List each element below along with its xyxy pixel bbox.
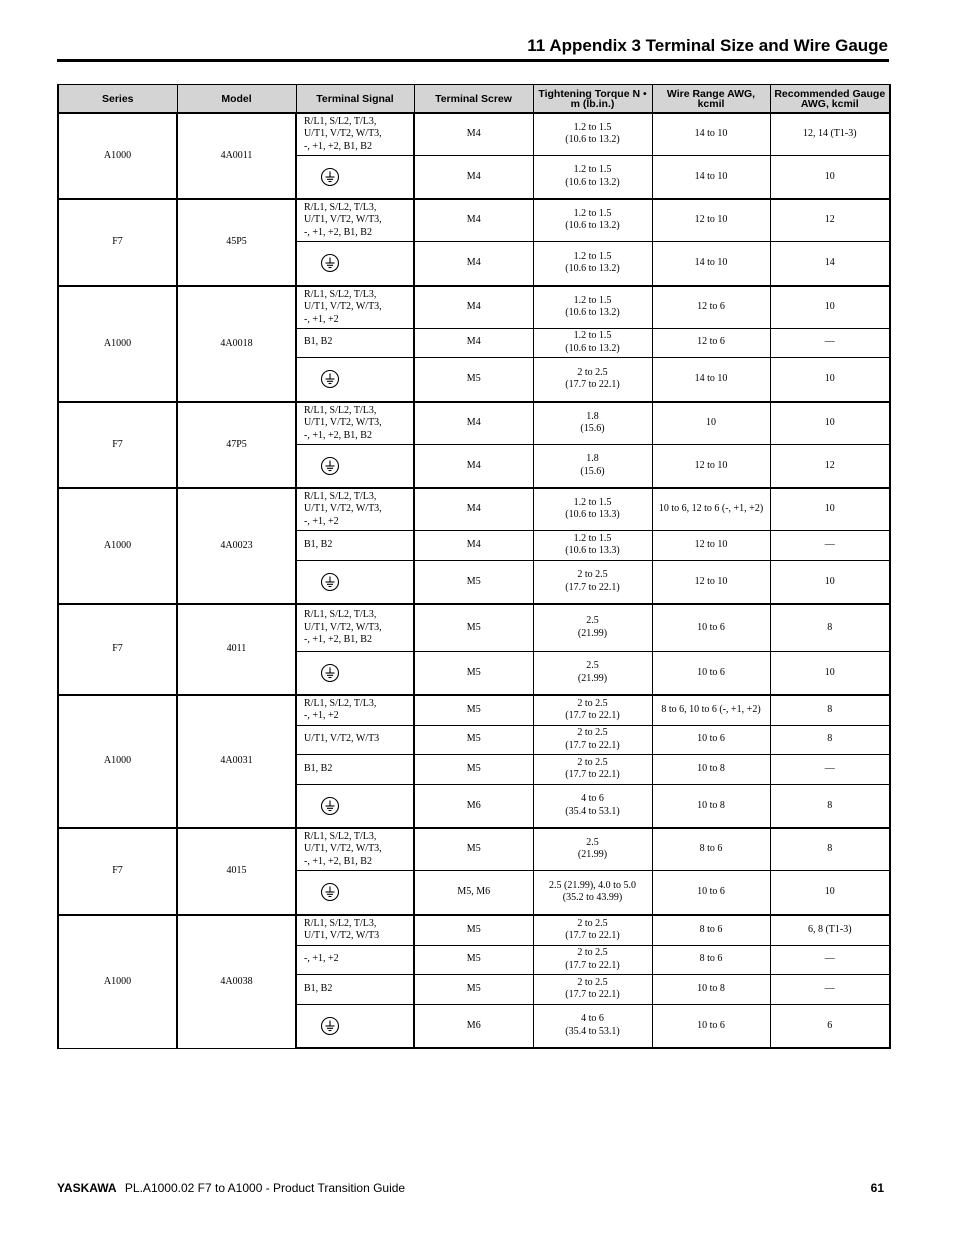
model-cell: 4015 bbox=[177, 828, 296, 915]
column-header-series: Series bbox=[58, 85, 177, 114]
page-title: 11 Appendix 3 Terminal Size and Wire Gauge bbox=[527, 36, 888, 55]
column-header-wire-range: Wire Range AWG, kcmil bbox=[652, 85, 770, 114]
torque-line: 2 to 2.5 bbox=[577, 976, 608, 988]
torque-line: (10.6 to 13.2) bbox=[565, 176, 620, 188]
torque-line: 2 to 2.5 bbox=[577, 917, 608, 929]
wire-range-cell: 10 to 8 bbox=[652, 974, 770, 1004]
tightening-torque-cell bbox=[533, 199, 652, 241]
column-header-terminal-signal: Terminal Signal bbox=[296, 85, 414, 114]
terminal-signal-line: R/L1, S/L2, T/L3, bbox=[304, 201, 377, 213]
terminal-signal-line: U/T1, V/T2, W/T3 bbox=[304, 733, 380, 745]
terminal-screw-cell: M4 bbox=[414, 488, 533, 530]
recommended-gauge-cell: 10 bbox=[770, 488, 890, 530]
model-cell: 4A0023 bbox=[177, 488, 296, 604]
recommended-gauge-cell: 10 bbox=[770, 651, 890, 695]
terminal-signal-cell bbox=[296, 357, 414, 402]
table-row bbox=[58, 604, 890, 651]
wire-range-cell: 10 to 6 bbox=[652, 604, 770, 651]
terminal-signal-line: B1, B2 bbox=[304, 538, 333, 550]
recommended-gauge-cell: — bbox=[770, 974, 890, 1004]
ground-icon bbox=[320, 796, 340, 816]
ground-icon bbox=[320, 663, 340, 683]
terminal-signal-cell bbox=[296, 402, 414, 444]
torque-line: (17.7 to 22.1) bbox=[565, 710, 620, 722]
tightening-torque-cell bbox=[533, 1004, 652, 1048]
tightening-torque-cell bbox=[533, 560, 652, 604]
tightening-torque-cell bbox=[533, 651, 652, 695]
terminal-signal-cell bbox=[296, 754, 414, 784]
terminal-screw-cell: M4 bbox=[414, 530, 533, 560]
series-cell: A1000 bbox=[58, 695, 177, 828]
terminal-screw-cell: M4 bbox=[414, 199, 533, 241]
table-body bbox=[58, 113, 890, 1048]
terminal-signal-line: -, +1, +2 bbox=[304, 710, 339, 722]
series-cell: A1000 bbox=[58, 915, 177, 1048]
table-row bbox=[58, 488, 890, 530]
recommended-gauge-cell: 8 bbox=[770, 604, 890, 651]
recommended-gauge-cell: 10 bbox=[770, 870, 890, 915]
wire-range-cell: 10 to 8 bbox=[652, 784, 770, 828]
terminal-screw-cell: M4 bbox=[414, 113, 533, 155]
recommended-gauge-cell: 6, 8 (T1-3) bbox=[770, 915, 890, 945]
ground-icon bbox=[320, 456, 340, 476]
recommended-gauge-cell: 8 bbox=[770, 828, 890, 870]
tightening-torque-cell bbox=[533, 402, 652, 444]
terminal-signal-line: -, +1, +2 bbox=[304, 953, 339, 965]
terminal-signal-line: U/T1, V/T2, W/T3 bbox=[304, 930, 380, 942]
terminal-signal-line: U/T1, V/T2, W/T3, bbox=[304, 301, 382, 312]
wire-range-cell: 10 to 6 bbox=[652, 651, 770, 695]
model-cell: 4A0011 bbox=[177, 113, 296, 199]
torque-line: 2 to 2.5 bbox=[577, 756, 608, 768]
series-cell: A1000 bbox=[58, 488, 177, 604]
ground-icon bbox=[320, 253, 340, 273]
terminal-screw-cell: M5 bbox=[414, 754, 533, 784]
tightening-torque-cell bbox=[533, 357, 652, 402]
wire-range-cell: 14 to 10 bbox=[652, 113, 770, 155]
tightening-torque-cell bbox=[533, 870, 652, 915]
torque-line: 1.2 to 1.5 bbox=[573, 294, 612, 306]
recommended-gauge-cell: 12 bbox=[770, 444, 890, 488]
model-cell: 47P5 bbox=[177, 402, 296, 488]
wire-range-cell: 12 to 6 bbox=[652, 286, 770, 328]
column-header-tightening-torque: Tightening Torque N • m (lb.in.) bbox=[533, 85, 652, 114]
model-cell: 4A0031 bbox=[177, 695, 296, 828]
table-row bbox=[58, 199, 890, 241]
terminal-signal-cell bbox=[296, 530, 414, 560]
tightening-torque-cell bbox=[533, 241, 652, 286]
wire-range-cell: 10 to 6 bbox=[652, 870, 770, 915]
recommended-gauge-cell: — bbox=[770, 530, 890, 560]
terminal-signal-cell bbox=[296, 113, 414, 155]
terminal-screw-cell: M5 bbox=[414, 357, 533, 402]
torque-line: 1.2 to 1.5 bbox=[573, 330, 612, 341]
torque-line: 2 to 2.5 bbox=[577, 727, 608, 738]
recommended-gauge-cell: 12, 14 (T1-3) bbox=[770, 113, 890, 155]
terminal-signal-cell bbox=[296, 974, 414, 1004]
wire-range-cell: 8 to 6 bbox=[652, 828, 770, 870]
series-cell: F7 bbox=[58, 828, 177, 915]
terminal-signal-line: B1, B2 bbox=[304, 762, 333, 774]
wire-range-cell: 14 to 10 bbox=[652, 241, 770, 286]
torque-line: 1.2 to 1.5 bbox=[573, 532, 612, 544]
table-header-row bbox=[58, 85, 890, 114]
terminal-signal-line: -, +1, +2, B1, B2 bbox=[304, 429, 372, 441]
terminal-screw-cell: M6 bbox=[414, 784, 533, 828]
torque-line: 1.2 to 1.5 bbox=[573, 496, 612, 508]
wire-range-cell: 14 to 10 bbox=[652, 357, 770, 402]
terminal-screw-cell: M5 bbox=[414, 915, 533, 945]
tightening-torque-cell bbox=[533, 444, 652, 488]
wire-range-cell: 12 to 10 bbox=[652, 444, 770, 488]
footer-page-number: 61 bbox=[870, 1181, 884, 1195]
terminal-signal-line: R/L1, S/L2, T/L3, bbox=[304, 490, 377, 502]
torque-line: (21.99) bbox=[577, 627, 608, 639]
torque-line: (17.7 to 22.1) bbox=[565, 989, 620, 1000]
terminal-signal-cell bbox=[296, 945, 414, 974]
tightening-torque-cell bbox=[533, 828, 652, 870]
recommended-gauge-cell: 10 bbox=[770, 402, 890, 444]
column-header-model: Model bbox=[177, 85, 296, 114]
recommended-gauge-cell: 10 bbox=[770, 286, 890, 328]
model-cell: 4A0038 bbox=[177, 915, 296, 1048]
tightening-torque-cell bbox=[533, 725, 652, 754]
terminal-screw-cell: M4 bbox=[414, 402, 533, 444]
terminal-signal-line: R/L1, S/L2, T/L3, bbox=[304, 288, 377, 300]
torque-line: 2 to 2.5 bbox=[577, 366, 608, 378]
terminal-signal-cell bbox=[296, 651, 414, 695]
terminal-signal-cell bbox=[296, 444, 414, 488]
wire-range-cell: 12 to 10 bbox=[652, 199, 770, 241]
tightening-torque-cell bbox=[533, 155, 652, 199]
terminal-signal-line: -, +1, +2, B1, B2 bbox=[304, 634, 372, 645]
terminal-signal-line: R/L1, S/L2, T/L3, bbox=[304, 830, 377, 842]
terminal-signal-cell bbox=[296, 725, 414, 754]
recommended-gauge-cell: 6 bbox=[770, 1004, 890, 1048]
series-cell: A1000 bbox=[58, 113, 177, 199]
terminal-screw-cell: M5 bbox=[414, 828, 533, 870]
torque-line: (10.6 to 13.2) bbox=[565, 307, 620, 319]
tightening-torque-cell bbox=[533, 754, 652, 784]
ground-icon bbox=[320, 369, 340, 389]
terminal-signal-line: R/L1, S/L2, T/L3, bbox=[304, 115, 377, 127]
terminal-screw-cell: M4 bbox=[414, 328, 533, 357]
torque-line: 1.2 to 1.5 bbox=[573, 207, 612, 219]
terminal-signal-cell bbox=[296, 488, 414, 530]
tightening-torque-cell bbox=[533, 286, 652, 328]
title-divider bbox=[57, 59, 889, 62]
terminal-signal-line: R/L1, S/L2, T/L3, bbox=[304, 917, 377, 929]
recommended-gauge-cell: — bbox=[770, 945, 890, 974]
terminal-signal-cell bbox=[296, 915, 414, 945]
terminal-signal-line: -, +1, +2, B1, B2 bbox=[304, 855, 372, 867]
tightening-torque-cell bbox=[533, 784, 652, 828]
terminal-signal-line: -, +1, +2, B1, B2 bbox=[304, 140, 372, 152]
series-cell: F7 bbox=[58, 199, 177, 286]
table-row bbox=[58, 828, 890, 870]
terminal-screw-cell: M5 bbox=[414, 974, 533, 1004]
terminal-signal-cell bbox=[296, 1004, 414, 1048]
wire-range-cell: 12 to 10 bbox=[652, 530, 770, 560]
recommended-gauge-cell: 10 bbox=[770, 155, 890, 199]
recommended-gauge-cell: 8 bbox=[770, 725, 890, 754]
footer-doc-title: PL.A1000.02 F7 to A1000 - Product Transition Guide bbox=[124, 1181, 406, 1195]
recommended-gauge-cell: 8 bbox=[770, 784, 890, 828]
model-cell: 45P5 bbox=[177, 199, 296, 286]
torque-line: 1.2 to 1.5 bbox=[573, 121, 612, 133]
wire-range-cell: 10 to 8 bbox=[652, 754, 770, 784]
wire-range-cell: 10 to 6, 12 to 6 (-, +1, +2) bbox=[652, 488, 770, 530]
torque-line: 2 to 2.5 bbox=[577, 569, 608, 581]
wire-range-cell: 14 to 10 bbox=[652, 155, 770, 199]
terminal-signal-line: U/T1, V/T2, W/T3, bbox=[304, 503, 382, 514]
wire-range-cell: 12 to 10 bbox=[652, 560, 770, 604]
terminal-signal-cell bbox=[296, 604, 414, 651]
torque-line: (10.6 to 13.2) bbox=[565, 134, 620, 146]
footer-doc-info bbox=[57, 1181, 405, 1195]
tightening-torque-cell bbox=[533, 530, 652, 560]
tightening-torque-cell bbox=[533, 328, 652, 357]
torque-line: 4 to 6 bbox=[581, 1013, 604, 1025]
terminal-signal-line: -, +1, +2 bbox=[304, 313, 339, 325]
terminal-signal-cell bbox=[296, 695, 414, 725]
terminal-signal-line: U/T1, V/T2, W/T3, bbox=[304, 621, 382, 633]
terminal-signal-line: R/L1, S/L2, T/L3, bbox=[304, 609, 377, 620]
torque-line: 1.2 to 1.5 bbox=[573, 250, 612, 262]
torque-line: (21.99) bbox=[577, 849, 608, 861]
terminal-screw-cell: M5, M6 bbox=[414, 870, 533, 915]
recommended-gauge-cell: 10 bbox=[770, 357, 890, 402]
terminal-screw-cell: M5 bbox=[414, 560, 533, 604]
terminal-signal-line: U/T1, V/T2, W/T3, bbox=[304, 843, 382, 854]
terminal-signal-cell bbox=[296, 784, 414, 828]
model-cell: 4011 bbox=[177, 604, 296, 695]
torque-line: (10.6 to 13.3) bbox=[565, 545, 620, 556]
terminal-screw-cell: M4 bbox=[414, 241, 533, 286]
terminal-screw-cell: M6 bbox=[414, 1004, 533, 1048]
terminal-signal-line: U/T1, V/T2, W/T3, bbox=[304, 417, 382, 428]
terminal-screw-cell: M5 bbox=[414, 604, 533, 651]
terminal-signal-line: B1, B2 bbox=[304, 336, 333, 348]
ground-icon bbox=[320, 167, 340, 187]
terminal-signal-cell bbox=[296, 199, 414, 241]
terminal-signal-line: R/L1, S/L2, T/L3, bbox=[304, 697, 377, 709]
torque-line: (10.6 to 13.3) bbox=[565, 509, 620, 521]
table-row bbox=[58, 402, 890, 444]
model-cell: 4A0018 bbox=[177, 286, 296, 402]
torque-line: 1.2 to 1.5 bbox=[573, 164, 612, 176]
table-row bbox=[58, 286, 890, 328]
recommended-gauge-cell: 10 bbox=[770, 560, 890, 604]
wire-range-cell: 8 to 6 bbox=[652, 945, 770, 974]
wire-range-cell: 10 to 6 bbox=[652, 1004, 770, 1048]
torque-line: (17.7 to 22.1) bbox=[565, 581, 620, 593]
table-row bbox=[58, 915, 890, 945]
torque-line: (17.7 to 22.1) bbox=[565, 930, 620, 942]
terminal-signal-line: U/T1, V/T2, W/T3, bbox=[304, 214, 382, 225]
torque-line: 2.5 bbox=[586, 660, 599, 672]
column-header-recommended-gauge: Recommended Gauge AWG, kcmil bbox=[770, 85, 890, 114]
terminal-screw-cell: M5 bbox=[414, 725, 533, 754]
footer-brand: YASKAWA bbox=[57, 1181, 117, 1195]
series-cell: A1000 bbox=[58, 286, 177, 402]
torque-line: (15.6) bbox=[580, 465, 605, 477]
torque-line: (17.7 to 22.1) bbox=[565, 379, 620, 391]
terminal-signal-cell bbox=[296, 241, 414, 286]
table-row bbox=[58, 113, 890, 155]
terminal-signal-cell bbox=[296, 328, 414, 357]
torque-line: (17.7 to 22.1) bbox=[565, 739, 620, 751]
torque-line: (10.6 to 13.2) bbox=[565, 342, 620, 354]
column-header-terminal-screw: Terminal Screw bbox=[414, 85, 533, 114]
series-cell: F7 bbox=[58, 402, 177, 488]
torque-line: 2.5 bbox=[586, 836, 599, 848]
tightening-torque-cell bbox=[533, 113, 652, 155]
recommended-gauge-cell: 14 bbox=[770, 241, 890, 286]
torque-line: (35.4 to 53.1) bbox=[565, 805, 620, 817]
torque-line: 1.8 bbox=[586, 453, 599, 465]
wire-range-cell: 10 to 6 bbox=[652, 725, 770, 754]
recommended-gauge-cell: — bbox=[770, 754, 890, 784]
ground-icon bbox=[320, 882, 340, 902]
terminal-signal-cell bbox=[296, 155, 414, 199]
terminal-screw-cell: M4 bbox=[414, 286, 533, 328]
terminal-signal-line: B1, B2 bbox=[304, 982, 333, 994]
torque-line: (10.6 to 13.2) bbox=[565, 263, 620, 275]
terminal-screw-cell: M5 bbox=[414, 695, 533, 725]
ground-icon bbox=[320, 1016, 340, 1036]
wire-range-cell: 10 bbox=[652, 402, 770, 444]
terminal-signal-line: U/T1, V/T2, W/T3, bbox=[304, 128, 382, 139]
recommended-gauge-cell: — bbox=[770, 328, 890, 357]
wire-range-cell: 8 to 6, 10 to 6 (-, +1, +2) bbox=[652, 695, 770, 725]
terminal-signal-line: -, +1, +2 bbox=[304, 515, 339, 527]
ground-icon bbox=[320, 572, 340, 592]
tightening-torque-cell bbox=[533, 945, 652, 974]
terminal-signal-cell bbox=[296, 560, 414, 604]
torque-line: 2 to 2.5 bbox=[577, 947, 608, 958]
tightening-torque-cell bbox=[533, 974, 652, 1004]
table-row bbox=[58, 695, 890, 725]
terminal-wire-gauge-table bbox=[57, 84, 891, 1049]
tightening-torque-cell bbox=[533, 604, 652, 651]
terminal-screw-cell: M4 bbox=[414, 444, 533, 488]
torque-line: 1.8 bbox=[586, 410, 599, 422]
terminal-signal-line: R/L1, S/L2, T/L3, bbox=[304, 404, 377, 416]
tightening-torque-cell bbox=[533, 488, 652, 530]
torque-line: 2 to 2.5 bbox=[577, 697, 608, 709]
terminal-signal-cell bbox=[296, 286, 414, 328]
tightening-torque-cell bbox=[533, 915, 652, 945]
torque-line: 4 to 6 bbox=[581, 793, 604, 805]
torque-line: (10.6 to 13.2) bbox=[565, 220, 620, 232]
torque-line: (17.7 to 22.1) bbox=[565, 769, 620, 780]
series-cell: F7 bbox=[58, 604, 177, 695]
torque-line: 2.5 bbox=[586, 615, 599, 627]
terminal-screw-cell: M5 bbox=[414, 945, 533, 974]
tightening-torque-cell bbox=[533, 695, 652, 725]
torque-line: (35.2 to 43.99) bbox=[562, 892, 623, 904]
torque-line: (15.6) bbox=[580, 423, 605, 435]
torque-line: 2.5 (21.99), 4.0 to 5.0 bbox=[549, 879, 636, 891]
terminal-screw-cell: M5 bbox=[414, 651, 533, 695]
terminal-signal-cell bbox=[296, 870, 414, 915]
torque-line: (35.4 to 53.1) bbox=[565, 1025, 620, 1037]
terminal-screw-cell: M4 bbox=[414, 155, 533, 199]
torque-line: (17.7 to 22.1) bbox=[565, 959, 620, 971]
recommended-gauge-cell: 8 bbox=[770, 695, 890, 725]
torque-line: (21.99) bbox=[577, 672, 608, 684]
terminal-signal-cell bbox=[296, 828, 414, 870]
wire-range-cell: 8 to 6 bbox=[652, 915, 770, 945]
recommended-gauge-cell: 12 bbox=[770, 199, 890, 241]
wire-range-cell: 12 to 6 bbox=[652, 328, 770, 357]
terminal-signal-line: -, +1, +2, B1, B2 bbox=[304, 226, 372, 238]
